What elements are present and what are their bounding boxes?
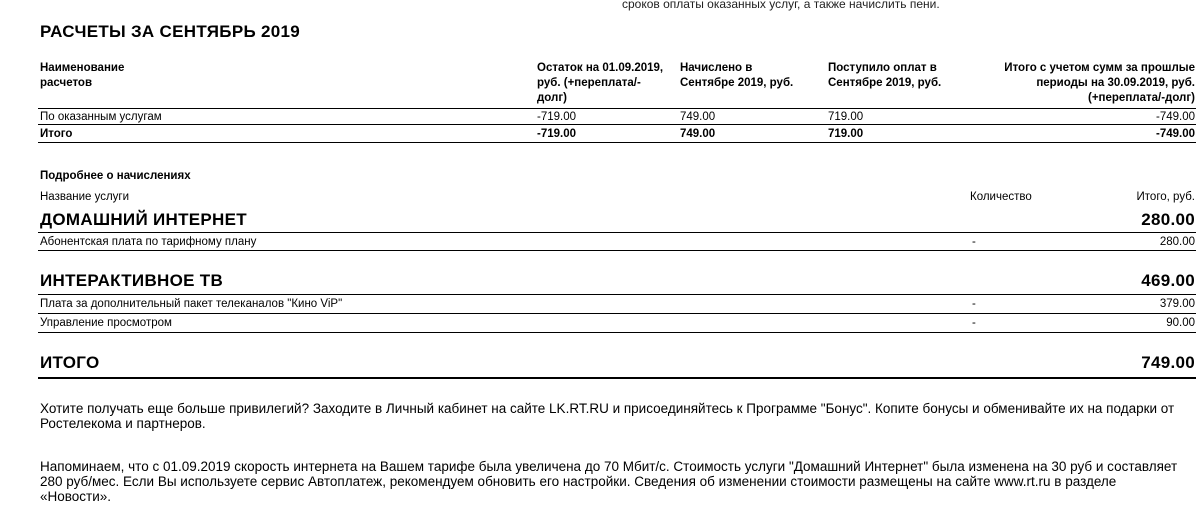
summary-bottom-divider: [38, 142, 1196, 143]
col-header-name: Наименование расчетов: [40, 62, 125, 89]
col-header-total: Итого с учетом сумм за прошлые периоды на 30.09.2019, руб. (+переплата/-долг): [1004, 62, 1195, 104]
previous-page-text-fragment: сроков оплаты оказанных услуг, а также начислить пени.: [622, 0, 940, 11]
item-qty: -: [972, 317, 976, 329]
item-qty: -: [972, 298, 976, 310]
notice-speed-change: Напоминаем, что с 01.09.2019 скорость интернета на Вашем тарифе была увеличена до 70 Мбит/с. Стоимость услуги "Домашний Интернет" была изменена на 30 руб и составляет 280 руб/мес. Если Вы используете сервис Автоплатеж, рекомендуем обновить его настройки. Сведения об изменении стоимости размещены на сайте www.rt.ru в разделе «Новости».: [40, 459, 1178, 504]
row-paid: 719.00: [828, 111, 864, 123]
details-section-title: Подробнее о начислениях: [40, 170, 191, 182]
item-divider: [38, 332, 1196, 333]
item-name: Плата за дополнительный пакет телеканалов "Кино ViP": [40, 298, 343, 310]
service-group-internet-amount: 280.00: [1141, 210, 1195, 229]
grand-total-divider: [38, 377, 1196, 379]
item-divider: [38, 313, 1196, 314]
group-divider: [38, 232, 1196, 233]
item-amount: 90.00: [1166, 317, 1195, 329]
item-qty: -: [972, 236, 976, 248]
details-col-service: Название услуги: [40, 191, 130, 203]
item-name: Управление просмотром: [40, 317, 172, 329]
row-total: -749.00: [1155, 111, 1195, 123]
notice-bonus-program: Хотите получать еще больше привилегий? Заходите в Личный кабинет на сайте LK.RT.RU и присоединяйтесь к Программе "Бонус". Копите бонусы и обменивайте их на подарки от Ростелекома и партнеров.: [40, 401, 1175, 431]
row-balance: -719.00: [537, 111, 577, 123]
item-divider: [38, 250, 1196, 251]
total-row-paid: 719.00: [828, 128, 864, 140]
group-divider: [38, 294, 1196, 295]
total-row-name: Итого: [40, 128, 73, 140]
row-charged: 749.00: [680, 111, 716, 123]
details-col-total: Итого, руб.: [1136, 191, 1195, 203]
row-name: По оказанным услугам: [40, 111, 162, 123]
grand-total-label: ИТОГО: [40, 353, 100, 372]
item-amount: 280.00: [1159, 236, 1195, 248]
summary-row-divider: [38, 124, 1196, 125]
service-group-tv: ИНТЕРАКТИВНОЕ ТВ: [40, 271, 224, 290]
page-title: РАСЧЕТЫ ЗА СЕНТЯБРЬ 2019: [40, 22, 301, 41]
details-col-quantity: Количество: [970, 191, 1032, 203]
total-row-total: -749.00: [1155, 128, 1195, 140]
col-header-paid: Поступило оплат в Сентябре 2019, руб.: [828, 62, 942, 89]
col-header-charged: Начислено в Сентябре 2019, руб.: [680, 62, 794, 89]
summary-header-divider: [38, 108, 1196, 109]
item-name: Абонентская плата по тарифному плану: [40, 236, 257, 248]
service-group-internet: ДОМАШНИЙ ИНТЕРНЕТ: [40, 210, 247, 229]
item-amount: 379.00: [1159, 298, 1195, 310]
service-group-tv-amount: 469.00: [1141, 271, 1195, 290]
total-row-balance: -719.00: [537, 128, 577, 140]
total-row-charged: 749.00: [680, 128, 716, 140]
grand-total-value: 749.00: [1141, 353, 1195, 372]
col-header-balance: Остаток на 01.09.2019, руб. (+переплата/-долг): [537, 62, 664, 104]
